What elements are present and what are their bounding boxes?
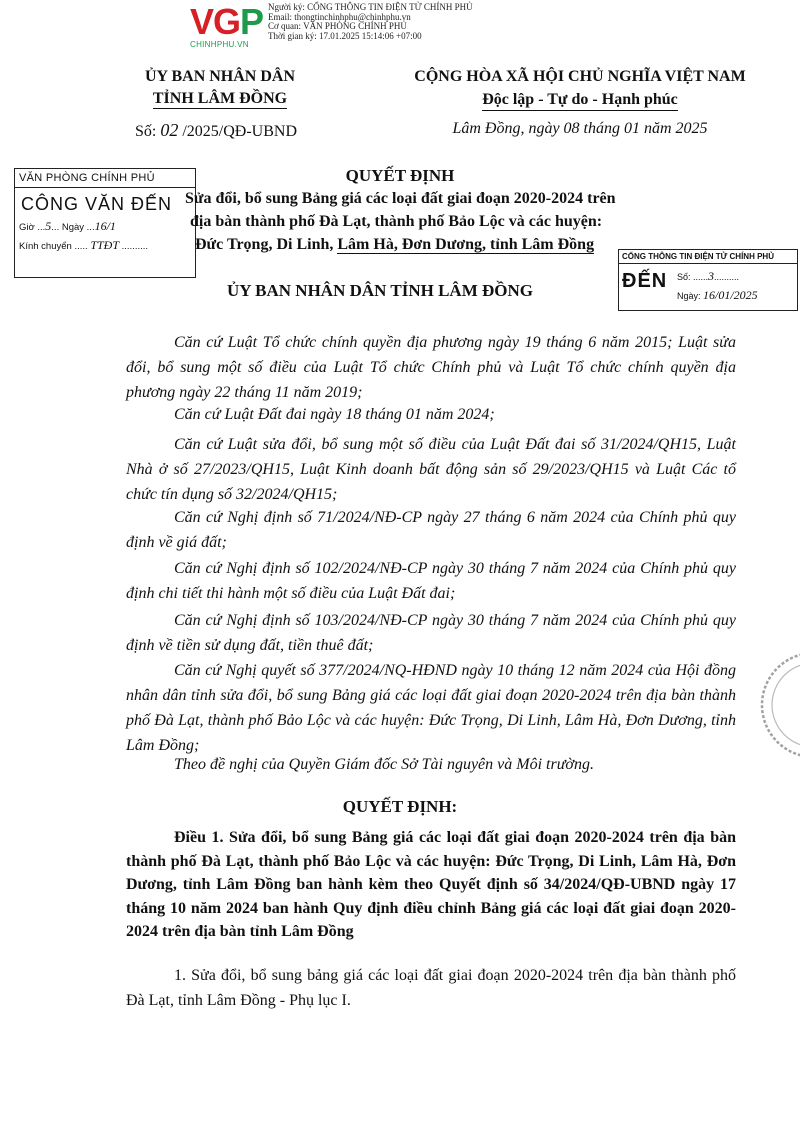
national-motto-text: Độc lập - Tự do - Hạnh phúc (482, 91, 678, 111)
signature-line: Email: thongtinchinhphu@chinhphu.vn (268, 11, 411, 22)
legal-basis: Căn cứ Nghị định số 71/2024/NĐ-CP ngày 27 tháng 6 năm 2024 của Chính phủ quy định về giá đất; (126, 509, 736, 551)
place-day-handwritten: 08 (563, 120, 580, 137)
vgp-logo-sub: CHINHPHU.VN (190, 40, 249, 49)
legal-basis: Căn cứ Nghị định số 103/2024/NĐ-CP ngày 30 tháng 7 năm 2024 của Chính phủ quy định về tiền sử dụng đất, tiền thuê đất; (126, 612, 736, 654)
seal-mark (752, 640, 800, 770)
document-number (135, 120, 297, 141)
stamp-ngay-handwritten: 16/1 (94, 219, 116, 233)
legal-basis: Căn cứ Luật Đất đai ngày 18 tháng 01 năm 2024; (174, 406, 495, 423)
stamp-ngay-label: Ngày: (677, 291, 704, 301)
issuing-org-line2-text: TỈNH LÂM ĐỒNG (152, 90, 288, 107)
subject-line3-a: Đức Trọng, Di Linh, (195, 236, 338, 253)
receipt-stamp-portal (618, 249, 798, 311)
stamp-so-label: Số: (677, 272, 694, 282)
decision-subject-line1: Sửa đổi, bổ sung Bảng giá các loại đất giai đoạn 2020-2024 trên (185, 190, 616, 207)
doc-no-handwritten: 02 (160, 120, 179, 140)
doc-no-prefix: Số: (135, 123, 161, 140)
stamp-time-row (15, 217, 195, 236)
issuing-org-line1: ỦY BAN NHÂN DÂN (144, 68, 296, 85)
stamp-den-label: ĐẾN (622, 270, 668, 292)
national-motto (380, 91, 780, 109)
decision-title: QUYẾT ĐỊNH (345, 166, 455, 185)
legal-basis: Căn cứ Nghị quyết số 377/2024/NQ-HĐND ngày 10 tháng 12 năm 2024 của Hội đồng nhân dân tỉnh sửa đổi, bổ sung Bảng giá các loại đất giai đoạn 2020-2024 trên địa bàn thành phố Đà Lạt, thành phố Bảo Lộc và các huyện: Đức Trọng, Di Linh, Lâm Hà, Đơn Dương, tỉnh Lâm Đồng; (126, 662, 736, 754)
place-date (380, 120, 780, 138)
vgp-logo (190, 1, 265, 49)
decision-heading: QUYẾT ĐỊNH: (342, 797, 458, 816)
stamp-kinh-label: Kính chuyển (19, 241, 72, 252)
vgp-logo-letters: VGP (190, 1, 264, 42)
subject-line3-b: Lâm Hà, Đơn Dương, tỉnh Lâm Đồng (337, 236, 595, 253)
article-1-item-1: 1. Sửa đổi, bổ sung bảng giá các loại đất giai đoạn 2020-2024 trên địa bàn thành phố Đà Lạt, tỉnh Lâm Đồng - Phụ lục I. (126, 967, 736, 1009)
legal-basis: Căn cứ Luật sửa đổi, bổ sung một số điều của Luật Đất đai số 31/2024/QH15, Luật Nhà ở số 27/2023/QH15, Luật Kinh doanh bất động sản số 29/2023/QH15 và Luật Các tổ chức tín dụng số 32/2024/QH15; (126, 436, 736, 503)
stamp-gio-label: Giờ ... (19, 222, 46, 233)
issuing-committee-heading: ỦY BAN NHÂN DÂN TỈNH LÂM ĐỒNG (226, 281, 533, 300)
decision-subject-line2: địa bàn thành phố Đà Lạt, thành phố Bảo Lộc và các huyện: (190, 213, 603, 230)
stamp-office-name: VĂN PHÒNG CHÍNH PHỦ (15, 169, 195, 188)
legal-basis: Theo đề nghị của Quyền Giám đốc Sở Tài nguyên và Môi trường. (174, 756, 594, 773)
stamp-gio-handwritten: 5 (45, 219, 52, 233)
stamp-incoming-label: CÔNG VĂN ĐẾN (21, 194, 173, 214)
stamp-forward-row: Kính chuyển ..... TTĐT .......... (19, 238, 149, 252)
signature-line: Cơ quan: VĂN PHÒNG CHÍNH PHỦ (268, 21, 407, 31)
article-1: Điều 1. Sửa đổi, bổ sung Bảng giá các loại đất giai đoạn 2020-2024 trên địa bàn thành phố Đà Lạt, thành phố Bảo Lộc và các huyện: Đức Trọng, Di Linh, Lâm Hà, Đơn Dương, tỉnh Lâm Đồng ban hành kèm theo Quyết định số 34/2024/QĐ-UBND ngày 17 tháng 10 năm 2024 ban hành Quy định điều chỉnh Bảng giá các loại đất giai đoạn 2020-2024 trên địa bàn tỉnh Lâm Đồng (126, 829, 736, 940)
decision-subject-line3 (195, 236, 594, 254)
doc-no-suffix: /2025/QĐ-UBND (178, 123, 298, 140)
stamp-so-handwritten: 3 (708, 269, 715, 283)
place-suffix: tháng 01 năm 2025 (579, 120, 708, 137)
stamp-portal-name: CỔNG THÔNG TIN ĐIỆN TỬ CHÍNH PHỦ (619, 250, 797, 264)
issuing-org-line2 (120, 90, 320, 108)
stamp-so-row: Số: ......3.......... (677, 269, 740, 283)
place-prefix: Lâm Đồng, ngày (452, 120, 564, 137)
digital-signature-info (268, 3, 473, 41)
national-title: CỘNG HÒA XÃ HỘI CHỦ NGHĨA VIỆT NAM (414, 68, 746, 85)
signature-line: Thời gian ký: 17.01.2025 15:14:06 +07:00 (268, 30, 422, 41)
stamp-kinh-handwritten: TTĐT (90, 238, 119, 252)
receipt-stamp-office (14, 168, 196, 278)
stamp-ngay-label: ... Ngày ... (51, 222, 95, 233)
legal-basis: Căn cứ Nghị định số 102/2024/NĐ-CP ngày 30 tháng 7 năm 2024 của Chính phủ quy định chi tiết thi hành một số điều của Luật Đất đai; (126, 560, 736, 602)
legal-basis: Căn cứ Luật Tổ chức chính quyền địa phương ngày 19 tháng 6 năm 2015; Luật sửa đổi, bổ sung một số điều của Luật Tổ chức Chính phủ và Luật Tổ chức chính quyền địa phương ngày 22 tháng 11 năm 2019; (126, 334, 736, 401)
signature-line: Người ký: CỔNG THÔNG TIN ĐIỆN TỬ CHÍNH PHỦ (268, 2, 473, 12)
stamp-ngay-handwritten: 16/01/2025 (703, 288, 758, 302)
